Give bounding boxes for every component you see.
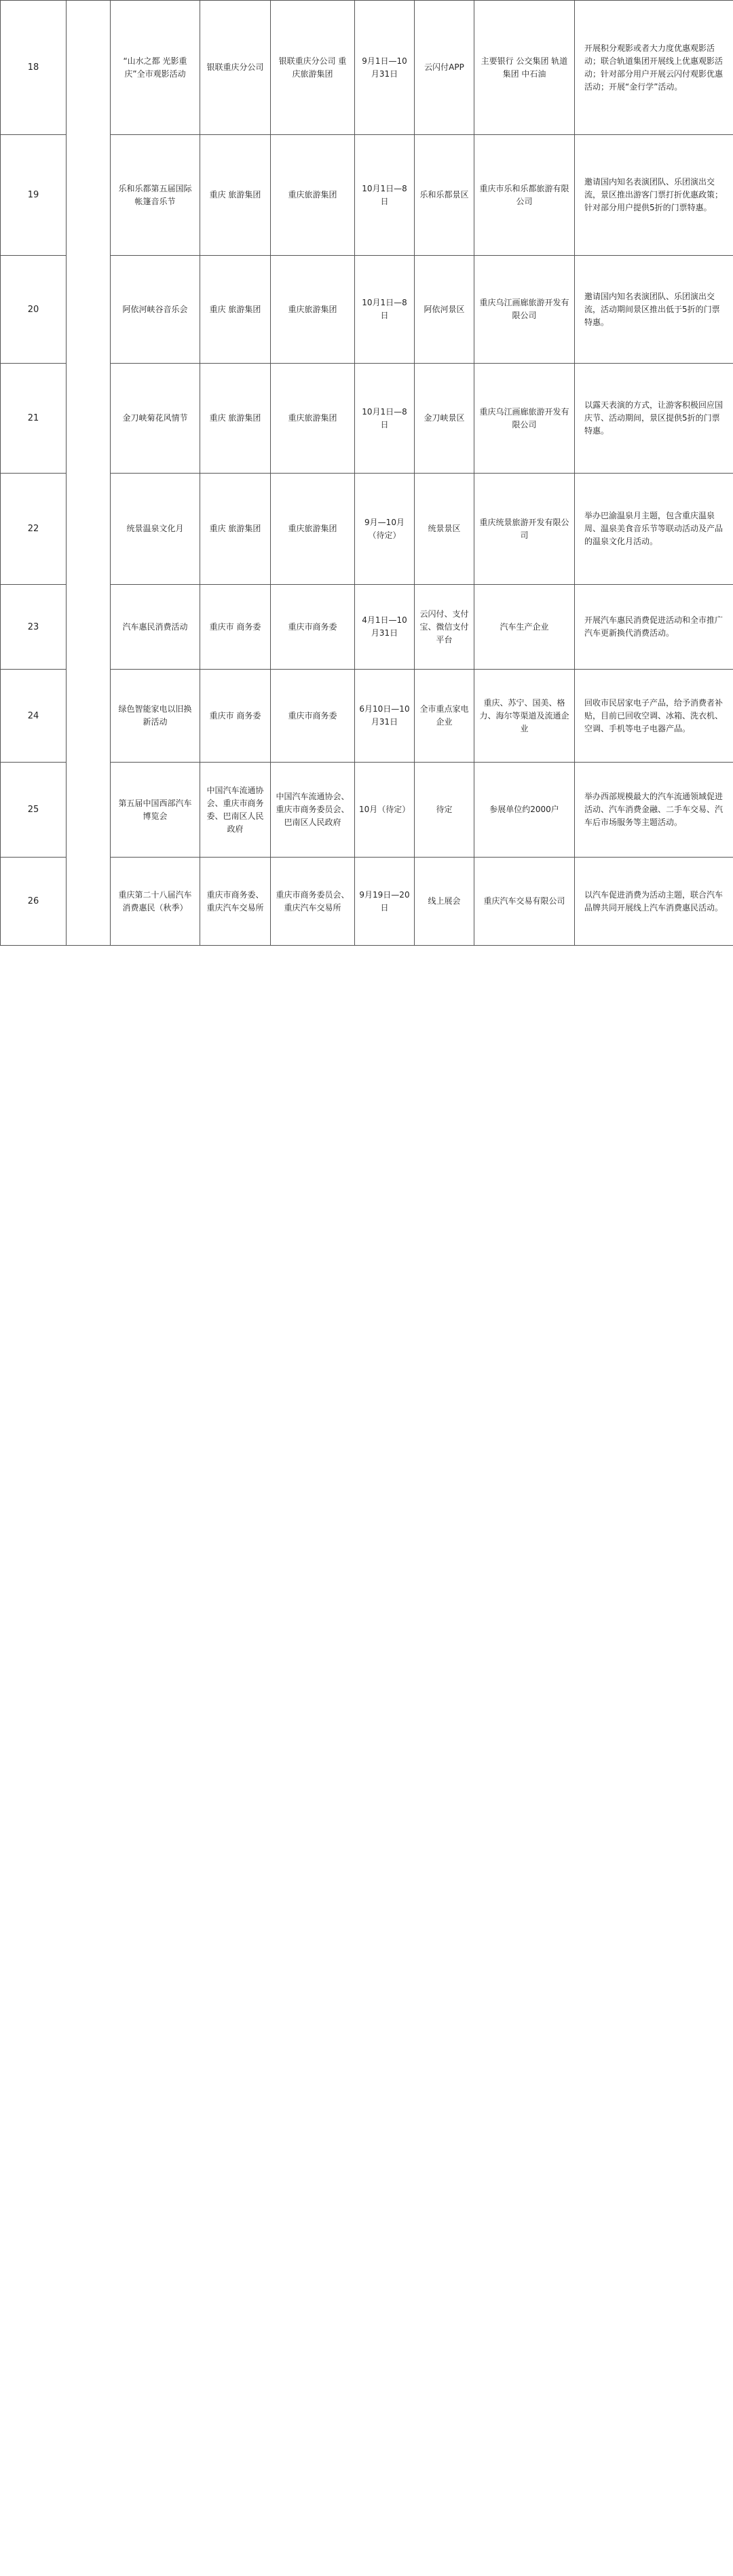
- participants: 汽车生产企业: [474, 585, 575, 670]
- row-number: 23: [1, 585, 67, 670]
- activity-time: 6月10日—10月31日: [355, 670, 415, 763]
- activity-name: 金刀峡菊花风情节: [111, 364, 200, 474]
- activity-name: 重庆第二十八届汽车消费惠民（秋季）: [111, 858, 200, 946]
- activity-name: 汽车惠民消费活动: [111, 585, 200, 670]
- organizer: 银联重庆分公司 重庆旅游集团: [271, 1, 355, 135]
- activity-time: 10月1日—8日: [355, 256, 415, 364]
- participants: 重庆、苏宁、国美、格力、海尔等渠道及流通企业: [474, 670, 575, 763]
- activity-name: 乐和乐都第五届国际帐篷音乐节: [111, 135, 200, 256]
- activity-content: 开展汽车惠民消费促进活动和全市推广汽车更新换代消费活动。: [575, 585, 733, 670]
- table-row: [1, 364, 733, 474]
- organizer: 重庆旅游集团: [271, 364, 355, 474]
- table-row: [1, 474, 733, 585]
- table-row: [1, 1, 733, 135]
- host-unit: 重庆市商务委、重庆汽车交易所: [200, 858, 271, 946]
- activity-content: 举办巴渝温泉月主题，包含重庆温泉周、温泉美食音乐节等联动活动及产品的温泉文化月活动。: [575, 474, 733, 585]
- participants: 主要银行 公交集团 轨道集团 中石油: [474, 1, 575, 135]
- participants: 重庆乌江画廊旅游开发有限公司: [474, 256, 575, 364]
- activity-place: 统景景区: [415, 474, 474, 585]
- activity-place: 线上展会: [415, 858, 474, 946]
- activity-place: 云闪付、支付宝、微信支付平台: [415, 585, 474, 670]
- activity-content: 以露天表演的方式，让游客积极回应国庆节、活动期间，景区提供5折的门票特惠。: [575, 364, 733, 474]
- activity-time: 10月1日—8日: [355, 135, 415, 256]
- row-number: 25: [1, 763, 67, 858]
- organizer: 中国汽车流通协会、重庆市商务委员会、巴南区人民政府: [271, 763, 355, 858]
- activity-time: 9月19日—20日: [355, 858, 415, 946]
- activity-time: 9月1日—10月31日: [355, 1, 415, 135]
- activity-place: 金刀峡景区: [415, 364, 474, 474]
- activity-time: 10月1日—8日: [355, 364, 415, 474]
- activity-content: 开展积分观影或者大力度优惠观影活动；联合轨道集团开展线上优惠观影活动；针对部分用户开展云闪付观影优惠活动；开展“金行学”活动。: [575, 1, 733, 135]
- activity-name: 绿色智能家电以旧换新活动: [111, 670, 200, 763]
- table-row: [1, 585, 733, 670]
- activity-time: 9月—10月（待定）: [355, 474, 415, 585]
- activity-time: 4月1日—10月31日: [355, 585, 415, 670]
- organizer: 重庆旅游集团: [271, 135, 355, 256]
- table-row: [1, 858, 733, 946]
- activity-content: 邀请国内知名表演团队、乐团演出交流，活动期间景区推出低于5折的门票特惠。: [575, 256, 733, 364]
- organizer: 重庆市商务委: [271, 585, 355, 670]
- table-row: [1, 670, 733, 763]
- activity-name: 第五届中国西部汽车博览会: [111, 763, 200, 858]
- row-number: 19: [1, 135, 67, 256]
- host-unit: 重庆 旅游集团: [200, 135, 271, 256]
- activity-place: 全市重点家电企业: [415, 670, 474, 763]
- row-number: 22: [1, 474, 67, 585]
- host-unit: 重庆 旅游集团: [200, 474, 271, 585]
- participants: 重庆乌江画廊旅游开发有限公司: [474, 364, 575, 474]
- host-unit: 重庆市 商务委: [200, 585, 271, 670]
- host-unit: 重庆 旅游集团: [200, 256, 271, 364]
- activity-name: 阿依河峡谷音乐会: [111, 256, 200, 364]
- row-number: 24: [1, 670, 67, 763]
- activity-place: 阿依河景区: [415, 256, 474, 364]
- activity-place: 待定: [415, 763, 474, 858]
- organizer: 重庆市商务委: [271, 670, 355, 763]
- organizer: 重庆市商务委员会、重庆汽车交易所: [271, 858, 355, 946]
- row-number: 21: [1, 364, 67, 474]
- activity-name: “山水之都 光影重庆”全市观影活动: [111, 1, 200, 135]
- host-unit: 银联重庆分公司: [200, 1, 271, 135]
- row-number: 26: [1, 858, 67, 946]
- host-unit: 重庆 旅游集团: [200, 364, 271, 474]
- organizer: 重庆旅游集团: [271, 256, 355, 364]
- category-cell: [67, 1, 111, 946]
- activity-content: 以汽车促进消费为活动主题，联合汽车品牌共同开展线上汽车消费惠民活动。: [575, 858, 733, 946]
- participants: 重庆汽车交易有限公司: [474, 858, 575, 946]
- activity-time: 10月（待定）: [355, 763, 415, 858]
- table-row: [1, 135, 733, 256]
- participants: 参展单位约2000户: [474, 763, 575, 858]
- activity-place: 云闪付APP: [415, 1, 474, 135]
- row-number: 18: [1, 1, 67, 135]
- activity-content: 邀请国内知名表演团队、乐团演出交流，景区推出游客门票打折优惠政策；针对部分用户提供5折的门票特惠。: [575, 135, 733, 256]
- row-number: 20: [1, 256, 67, 364]
- activity-content: 举办西部规模最大的汽车流通领域促进活动、汽车消费金融、二手车交易、汽车后市场服务等主题活动。: [575, 763, 733, 858]
- host-unit: 中国汽车流通协会、重庆市商务委、巴南区人民政府: [200, 763, 271, 858]
- activity-table: [0, 0, 733, 946]
- activity-place: 乐和乐都景区: [415, 135, 474, 256]
- table-row: [1, 256, 733, 364]
- activity-name: 统景温泉文化月: [111, 474, 200, 585]
- activity-content: 回收市民居家电子产品，给予消费者补贴，目前已回收空调、冰箱、洗衣机、空调、手机等电子电器产品。: [575, 670, 733, 763]
- organizer: 重庆旅游集团: [271, 474, 355, 585]
- participants: 重庆统景旅游开发有限公司: [474, 474, 575, 585]
- table-row: [1, 763, 733, 858]
- participants: 重庆市乐和乐都旅游有限公司: [474, 135, 575, 256]
- host-unit: 重庆市 商务委: [200, 670, 271, 763]
